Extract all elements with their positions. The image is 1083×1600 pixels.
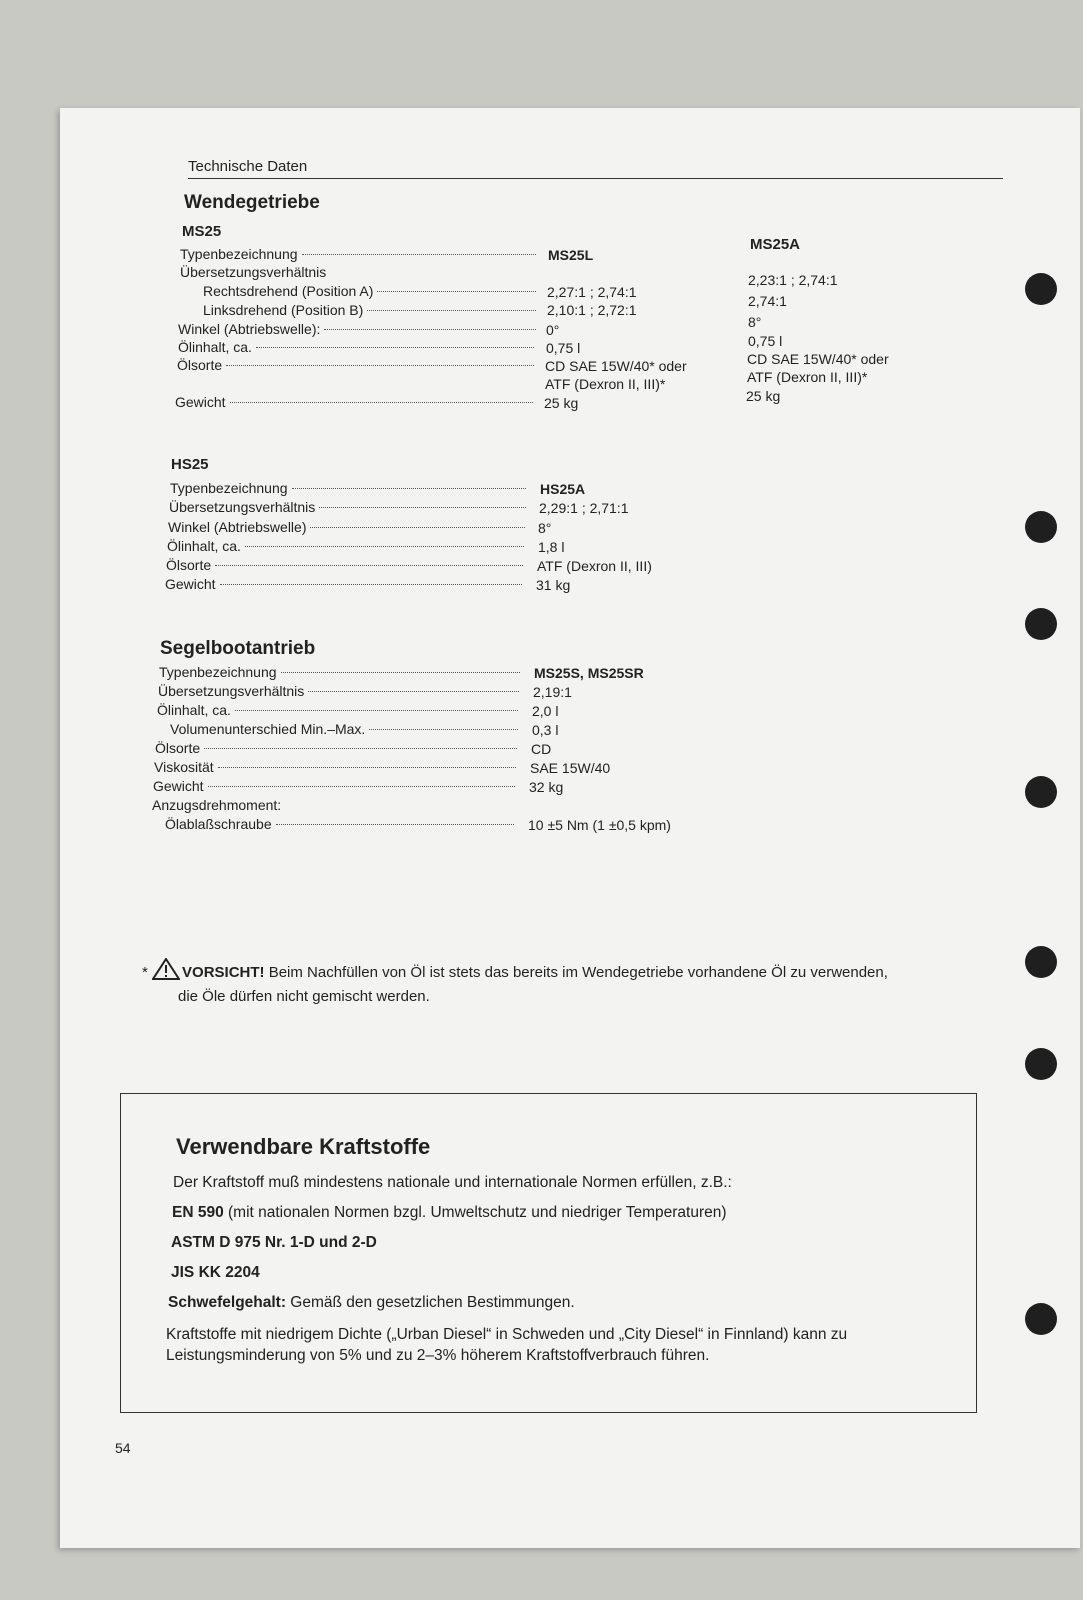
spec-label: Gewicht [153,778,204,794]
spec-row [157,701,522,720]
spec-label: Ölsorte [177,357,223,373]
spec-row [154,758,520,777]
spec-value: MS25S, MS25SR [534,665,644,681]
spec-value: ATF (Dexron II, III)* [545,376,666,392]
binder-hole [1025,1048,1057,1080]
spec-value-ms25a: 25 kg [746,388,781,404]
spec-value: 2,0 l [532,703,559,719]
spec-value: CD [531,741,552,757]
spec-value-ms25a: 0,75 l [748,333,783,349]
spec-label: Übersetzungsverhältnis [158,683,305,699]
spec-label: Winkel (Abtriebswelle): [178,321,321,337]
binder-hole [1025,776,1057,808]
spec-label: Winkel (Abtriebswelle) [168,519,307,535]
hs25-heading: HS25 [171,456,209,473]
spec-label: Übersetzungsverhältnis [169,499,316,515]
binder-hole [1025,608,1057,640]
en590-label: EN 590 [172,1204,224,1221]
ms25-heading: MS25 [182,223,222,240]
spec-label: Rechtsdrehend (Position A) [203,283,374,299]
spec-value: 32 kg [529,779,564,795]
spec-label: Typenbezeichnung [159,664,277,680]
asterisk: * [142,964,148,981]
en590-text: (mit nationalen Normen bzgl. Umweltschutz und niedriger Temperaturen) [223,1204,727,1221]
spec-row [167,537,528,556]
spec-value: 1,8 l [538,539,565,555]
spec-row [158,682,523,701]
spec-row [178,320,540,339]
spec-row [180,245,540,264]
spec-label: Übersetzungsverhältnis [180,264,327,280]
caution-label: VORSICHT! [182,964,265,981]
page-header: Technische Daten [188,158,1003,179]
spec-row [152,796,518,815]
spec-row [203,301,540,320]
binder-hole [1025,1303,1057,1335]
spec-value-ms25a: CD SAE 15W/40* oder [747,351,889,367]
spec-value: MS25L [548,247,594,263]
spec-value: 2,10:1 ; 2,72:1 [547,302,637,318]
spec-row [165,575,526,594]
spec-label: Ölinhalt, ca. [178,339,252,355]
spec-label: Typenbezeichnung [180,246,298,262]
binder-hole [1025,511,1057,543]
spec-label: Linksdrehend (Position B) [203,302,364,318]
spec-value-ms25a: 2,74:1 [748,293,787,309]
spec-value: 2,29:1 ; 2,71:1 [539,500,629,516]
spec-label: Gewicht [165,576,216,592]
spec-value: 8° [538,520,552,536]
spec-value: 10 ±5 Nm (1 ±0,5 kpm) [528,817,671,833]
spec-value: SAE 15W/40 [530,760,611,776]
spec-label: Gewicht [175,394,226,410]
spec-label: Anzugsdrehmoment: [152,797,282,813]
spec-label: Viskosität [154,759,214,775]
fuel-box-title: Verwendbare Kraftstoffe [176,1134,431,1159]
spec-row [177,356,538,375]
spec-label: Volumenunterschied Min.–Max. [170,721,366,737]
spec-value-ms25a: 2,23:1 ; 2,74:1 [748,272,838,288]
manual-page [60,108,1080,1548]
fuel-astm: ASTM D 975 Nr. 1-D und 2-D [171,1234,377,1251]
spec-row [165,815,518,834]
caution-text-2: die Öle dürfen nicht gemischt werden. [178,988,430,1005]
spec-row [166,556,527,575]
spec-label: Ölinhalt, ca. [157,702,231,718]
section-title-wendegetriebe: Wendegetriebe [184,192,320,213]
spec-row [180,263,540,282]
spec-value: 25 kg [544,395,579,411]
spec-row [159,663,524,682]
ms25a-heading: MS25A [750,236,801,253]
spec-row [169,498,530,517]
spec-label: Typenbezeichnung [170,480,288,496]
spec-row [178,338,538,357]
spec-label: Ölsorte [166,557,212,573]
fuel-low-density-2: Leistungsminderung von 5% und zu 2–3% höherem Kraftstoffverbrauch führen. [166,1347,710,1364]
spec-label: Ölsorte [155,740,201,756]
spec-label: Ölinhalt, ca. [167,538,241,554]
caution-notice [142,958,972,1007]
spec-row [168,518,529,537]
spec-value-ms25a: ATF (Dexron II, III)* [747,369,868,385]
fuel-jis: JIS KK 2204 [171,1264,260,1281]
fuel-low-density-1: Kraftstoffe mit niedrigem Dichte („Urban Diesel“ in Schweden und „City Diesel“ in Finnland) kann zu [166,1326,848,1343]
spec-value: 0,75 l [546,340,581,356]
page-number: 54 [115,1440,131,1456]
spec-label: Ölablaßschraube [165,816,272,832]
spec-row [170,720,522,739]
sulfur-label: Schwefelgehalt: [168,1294,286,1311]
spec-row [155,739,521,758]
spec-row [203,282,540,301]
sulfur-text: Gemäß den gesetzlichen Bestimmungen. [286,1294,575,1311]
fuel-sulfur [168,1292,575,1313]
section-title-segelbootantrieb: Segelbootantrieb [160,638,316,659]
spec-value: ATF (Dexron II, III) [537,558,652,574]
spec-value: 2,19:1 [533,684,572,700]
fuel-intro: Der Kraftstoff muß mindestens nationale und internationale Normen erfüllen, z.B.: [173,1174,732,1191]
fuel-info-box [120,1093,977,1413]
fuel-en590 [172,1202,727,1223]
spec-value: 2,27:1 ; 2,74:1 [547,284,637,300]
warning-triangle-icon [152,958,180,986]
spec-value: 0° [546,322,560,338]
spec-value-ms25a: 8° [748,314,762,330]
spec-row [170,479,530,498]
binder-hole [1025,946,1057,978]
spec-value: 0,3 l [532,722,559,738]
binder-hole [1025,273,1057,305]
spec-value: HS25A [540,481,586,497]
caution-text: Beim Nachfüllen von Öl ist stets das bereits im Wendegetriebe vorhandene Öl zu verwenden, [268,964,888,981]
spec-value: CD SAE 15W/40* oder [545,358,687,374]
spec-value: 31 kg [536,577,571,593]
spec-row [175,393,537,412]
spec-row [153,777,519,796]
